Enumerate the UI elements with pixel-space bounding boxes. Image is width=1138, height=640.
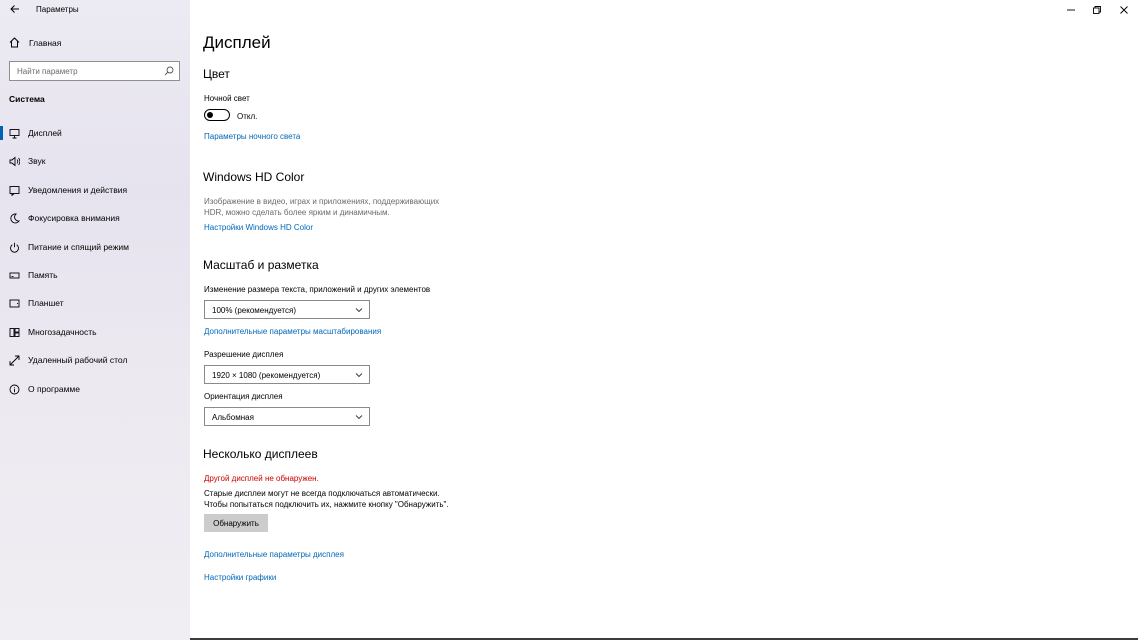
sidebar-item-label: Планшет [28, 298, 64, 308]
sidebar-item-sound[interactable] [0, 150, 190, 172]
sidebar-item-label: Дисплей [28, 128, 62, 138]
sidebar-item-remote-desktop[interactable] [0, 349, 190, 371]
multi-display-text-line: Старые дисплеи могут не всегда подключаться автоматически. [204, 489, 440, 498]
multi-display-text-line: Чтобы попытаться подключить их, нажмите кнопку "Обнаружить". [204, 500, 449, 509]
moon-icon [9, 213, 20, 224]
sidebar-item-label: О программе [28, 384, 81, 394]
hdr-description [204, 196, 464, 218]
home-label: Главная [29, 37, 62, 48]
sidebar-item-label: Фокусировка внимания [28, 213, 120, 223]
orientation-value: Альбомная [212, 413, 254, 422]
advanced-display-link[interactable]: Дополнительные параметры дисплея [204, 550, 344, 559]
power-icon [9, 242, 20, 253]
advanced-scaling-link[interactable]: Дополнительные параметры масштабирования [204, 327, 382, 336]
night-light-toggle[interactable] [204, 109, 230, 121]
back-arrow-icon[interactable] [9, 3, 21, 15]
scale-label: Изменение размера текста, приложений и других элементов [204, 285, 431, 294]
scale-dropdown[interactable] [204, 300, 370, 319]
sidebar-item-display[interactable] [0, 122, 190, 144]
sidebar-item-label: Память [28, 270, 58, 280]
scale-heading: Масштаб и разметка [203, 258, 319, 272]
sidebar-item-label: Многозадачность [28, 327, 97, 337]
sidebar-item-label: Звук [28, 156, 46, 166]
hdr-heading: Windows HD Color [203, 170, 305, 184]
sidebar-item-focus-assist[interactable] [0, 207, 190, 229]
search-icon[interactable] [164, 66, 174, 76]
chevron-down-icon [355, 413, 363, 421]
sidebar-item-label: Уведомления и действия [28, 185, 128, 195]
resolution-value: 1920 × 1080 (рекомендуется) [212, 371, 321, 380]
sidebar-item-power[interactable] [0, 236, 190, 258]
graphics-settings-link[interactable]: Настройки графики [204, 573, 277, 582]
sidebar-item-tablet[interactable] [0, 292, 190, 314]
toggle-knob [207, 112, 213, 118]
resolution-dropdown[interactable] [204, 365, 370, 384]
sidebar-section-title: Система [9, 94, 45, 104]
multi-display-text [204, 488, 449, 510]
search-placeholder: Найти параметр [17, 67, 78, 76]
app-title: Параметры [36, 5, 79, 14]
minimize-icon[interactable] [1064, 3, 1078, 17]
sidebar-item-label: Питание и спящий режим [28, 242, 129, 252]
sidebar-item-storage[interactable] [0, 264, 190, 286]
resolution-label: Разрешение дисплея [204, 350, 284, 359]
tablet-icon [9, 298, 20, 309]
notification-icon [9, 185, 20, 196]
sidebar-item-about[interactable] [0, 378, 190, 400]
monitor-icon [9, 128, 20, 139]
hdr-description-line: Изображение в видео, играх и приложениях, поддерживающих [204, 197, 440, 206]
chevron-down-icon [355, 306, 363, 314]
home-icon [9, 37, 20, 48]
sidebar-item-label: Удаленный рабочий стол [28, 355, 128, 365]
toggle-state-label: Откл. [237, 112, 258, 121]
sidebar-item-notifications[interactable] [0, 179, 190, 201]
main-content [190, 0, 1138, 640]
sidebar [0, 0, 190, 640]
color-heading: Цвет [203, 67, 230, 81]
multi-display-heading: Несколько дисплеев [203, 447, 318, 461]
orientation-dropdown[interactable] [204, 407, 370, 426]
detect-button[interactable]: Обнаружить [204, 514, 268, 532]
titlebar-left [0, 0, 190, 20]
sidebar-item-multitasking[interactable] [0, 321, 190, 343]
speaker-icon [9, 156, 20, 167]
hdr-settings-link[interactable]: Настройки Windows HD Color [204, 223, 314, 232]
orientation-label: Ориентация дисплея [204, 392, 283, 401]
storage-icon [9, 270, 20, 281]
search-input[interactable] [9, 61, 180, 81]
sidebar-item-home[interactable] [9, 37, 61, 48]
chevron-down-icon [355, 371, 363, 379]
page-title: Дисплей [203, 33, 271, 52]
hdr-description-line: HDR, можно сделать более ярким и динамичным. [204, 208, 390, 217]
scale-value: 100% (рекомендуется) [212, 306, 296, 315]
close-icon[interactable] [1117, 3, 1131, 17]
night-light-settings-link[interactable]: Параметры ночного света [204, 132, 301, 141]
no-display-warning: Другой дисплей не обнаружен. [204, 474, 319, 483]
info-icon [9, 384, 20, 395]
remote-desktop-icon [9, 355, 20, 366]
multitasking-icon [9, 327, 20, 338]
restore-icon[interactable] [1090, 3, 1104, 17]
night-light-label: Ночной свет [204, 94, 250, 103]
